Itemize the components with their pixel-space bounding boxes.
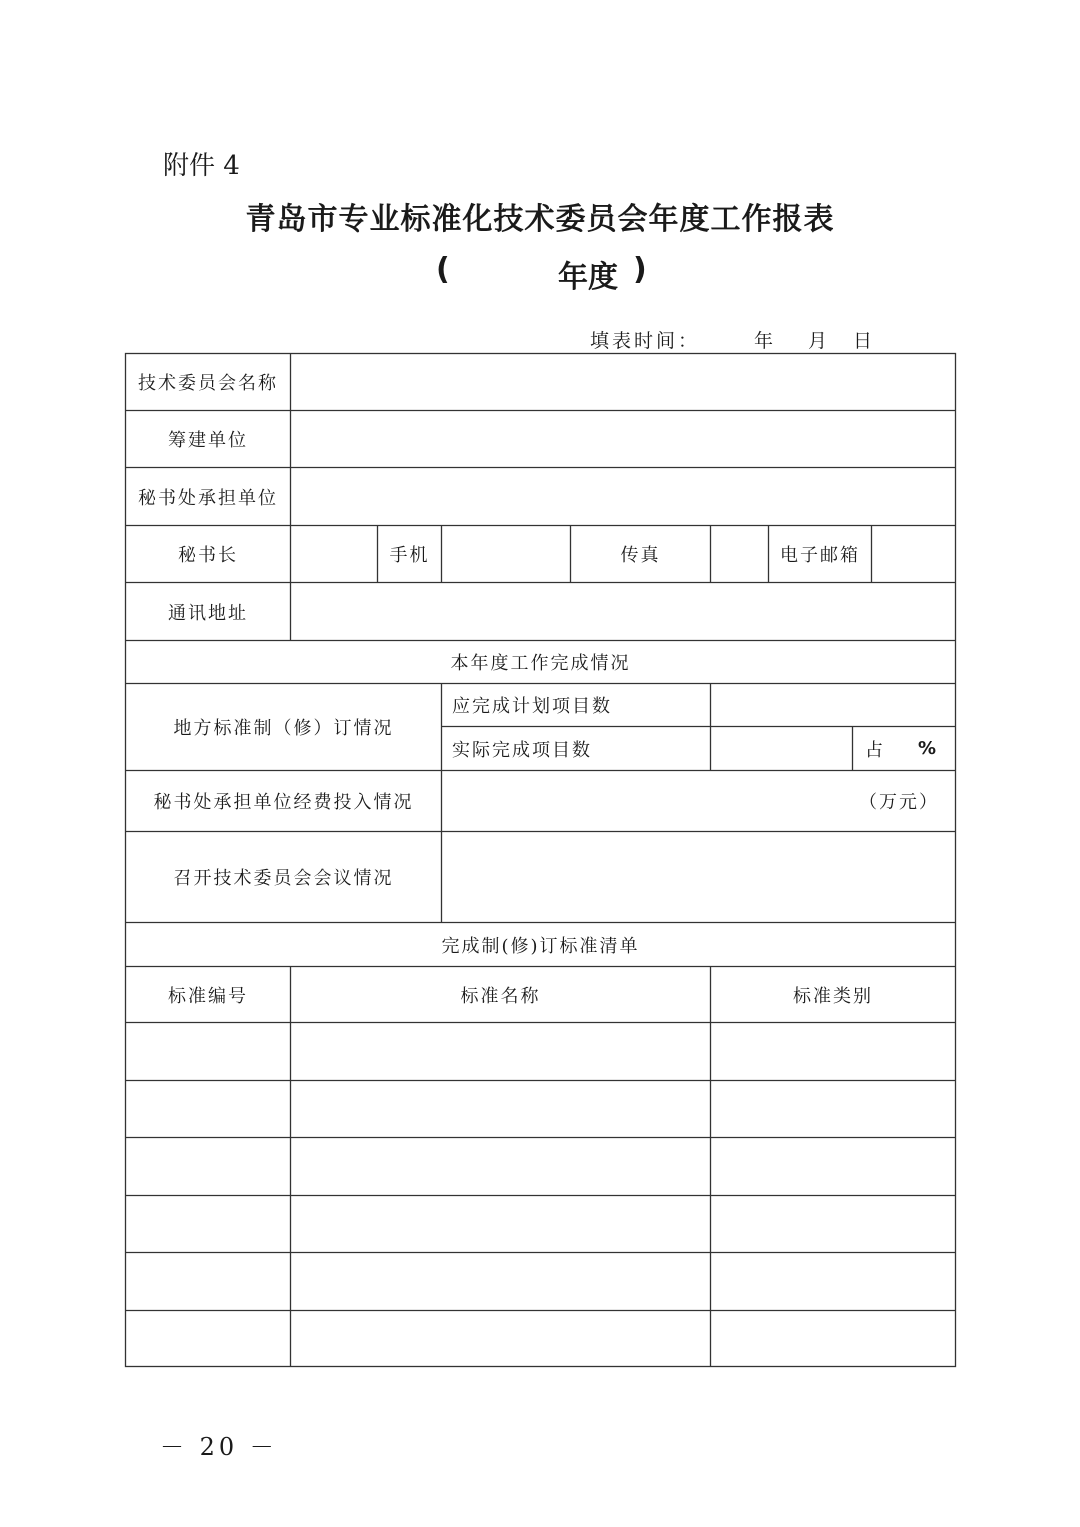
planned-count-label: 应完成计划项目数 — [452, 696, 612, 717]
table-row[interactable] — [126, 1138, 955, 1195]
address-field[interactable] — [291, 583, 955, 640]
founding-unit-field[interactable] — [291, 411, 955, 467]
local-standard-label: 地方标准制（修）订情况 — [173, 718, 394, 739]
email-label: 电子邮箱 — [780, 545, 860, 566]
secretary-general-label: 秘书长 — [178, 545, 238, 566]
fax-label: 传真 — [620, 545, 661, 566]
secretariat-unit-field[interactable] — [291, 468, 955, 525]
actual-count-field[interactable] — [711, 727, 852, 770]
column-header-number: 标准编号 — [168, 985, 248, 1007]
secretary-general-field[interactable] — [291, 526, 377, 582]
form-title: 青岛市专业标准化技术委员会年度工作报表 — [245, 202, 835, 237]
committee-name-label: 技术委员会名称 — [138, 373, 278, 394]
fill-month-unit: 月 — [808, 330, 831, 352]
ratio-label: 占 — [865, 739, 885, 761]
funding-label: 秘书处承担单位经费投入情况 — [153, 792, 414, 813]
meetings-field[interactable] — [442, 832, 955, 922]
founding-unit-label: 筹建单位 — [168, 430, 248, 451]
table-row[interactable] — [126, 1311, 955, 1366]
fill-day-unit: 日 — [853, 330, 876, 352]
year-open-paren: ( — [436, 252, 450, 287]
mobile-field[interactable] — [442, 526, 570, 582]
column-header-name: 标准名称 — [460, 985, 541, 1007]
mobile-label: 手机 — [389, 545, 430, 566]
year-label: 年度 — [558, 260, 618, 295]
meetings-label: 召开技术委员会会议情况 — [173, 868, 394, 889]
table-row[interactable] — [126, 1196, 955, 1252]
funding-field[interactable] — [442, 771, 955, 831]
table-row[interactable] — [126, 1081, 955, 1137]
address-label: 通讯地址 — [168, 602, 248, 624]
section-list-heading: 完成制(修)订标准清单 — [441, 935, 640, 957]
secretariat-unit-label: 秘书处承担单位 — [138, 487, 278, 509]
committee-name-field[interactable] — [291, 354, 955, 410]
fill-time-label: 填表时间： — [590, 330, 701, 352]
fill-year-unit: 年 — [754, 330, 777, 352]
year-close-paren: ) — [633, 252, 647, 287]
funding-unit: （万元） — [859, 792, 939, 813]
email-field[interactable] — [872, 526, 955, 582]
actual-count-label: 实际完成项目数 — [452, 739, 592, 761]
table-row[interactable] — [126, 1023, 955, 1080]
page-number: － 20 － — [160, 1433, 278, 1461]
section-work-heading: 本年度工作完成情况 — [450, 653, 631, 674]
attachment-label: 附件 4 — [163, 151, 240, 181]
percent-sign: % — [918, 738, 939, 759]
column-header-category: 标准类别 — [793, 985, 873, 1007]
fax-field[interactable] — [711, 526, 768, 582]
table-row[interactable] — [126, 1253, 955, 1310]
planned-count-field[interactable] — [711, 684, 955, 726]
